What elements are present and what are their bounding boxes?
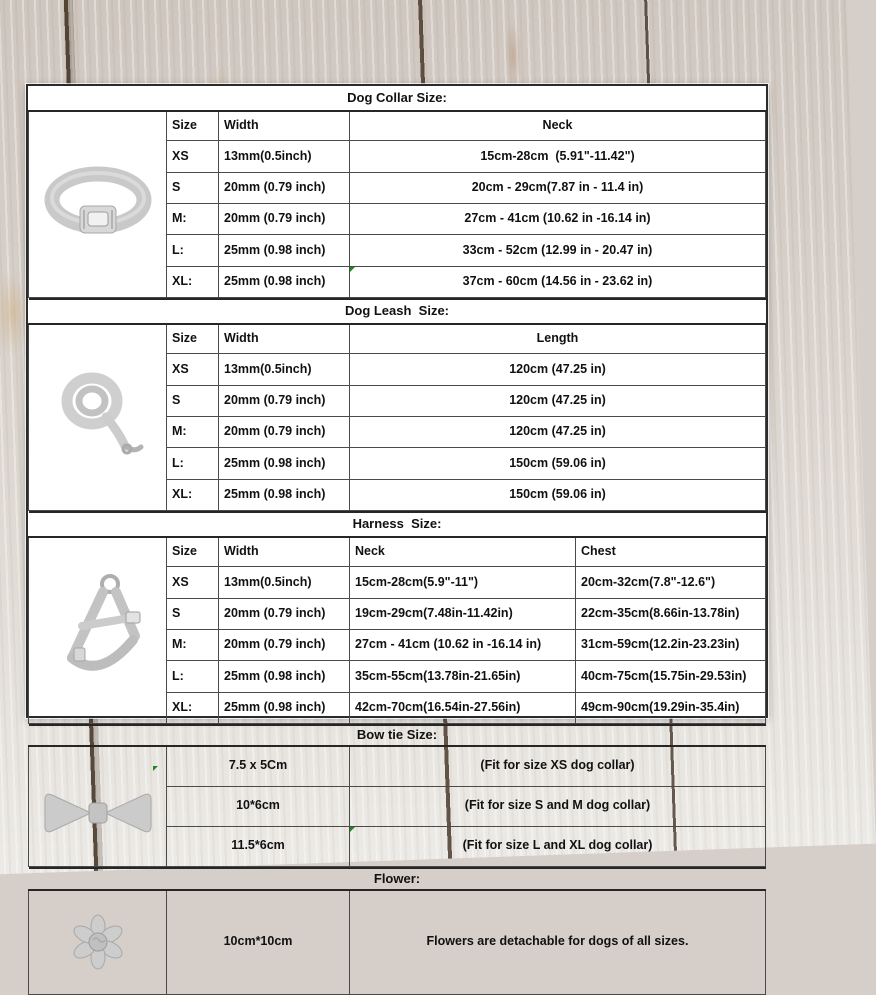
flower-desc: Flowers are detachable for dogs of all sizes. (350, 890, 766, 995)
size-chart-sheet (26, 84, 768, 949)
harness-size-l: L: (167, 661, 219, 692)
section-title-dog-leash: Dog Leash Size: (29, 299, 766, 324)
harness-neck-xs: 15cm-28cm(5.9"-11") (350, 567, 576, 598)
collar-size-xl: XL: (167, 266, 219, 297)
collar-neck-xl: 37cm - 60cm (14.56 in - 23.62 in) (350, 266, 766, 297)
collar-width-s: 20mm (0.79 inch) (219, 172, 350, 203)
harness-neck-s: 19cm-29cm(7.48in-11.42in) (350, 598, 576, 629)
flower-product-image (29, 890, 167, 995)
collar-width-m: 20mm (0.79 inch) (219, 204, 350, 235)
harness-size-xl: XL: (167, 692, 219, 723)
bow-tie-icon (38, 788, 158, 838)
harness-neck-xl: 42cm-70cm(16.54in-27.56in) (350, 692, 576, 723)
harness-header-size: Size (167, 537, 219, 567)
leash-size-m: M: (167, 417, 219, 448)
collar-header-size: Size (167, 111, 219, 141)
collar-neck-s: 20cm - 29cm(7.87 in - 11.4 in) (350, 172, 766, 203)
harness-header-neck: Neck (350, 537, 576, 567)
leash-length-l: 150cm (59.06 in) (350, 448, 766, 479)
bowtie-desc-3: (Fit for size L and XL dog collar) (350, 826, 766, 866)
harness-width-m: 20mm (0.79 inch) (219, 630, 350, 661)
harness-header-width: Width (219, 537, 350, 567)
section-title-flower: Flower: (29, 868, 766, 890)
bow-tie-size-table (28, 724, 766, 867)
harness-icon (32, 566, 164, 696)
harness-size-xs: XS (167, 567, 219, 598)
harness-chest-l: 40cm-75cm(15.75in-29.53in) (576, 661, 766, 692)
bowtie-desc-2: (Fit for size S and M dog collar) (350, 786, 766, 826)
leash-length-xs: 120cm (47.25 in) (350, 354, 766, 385)
collar-header-width: Width (219, 111, 350, 141)
leash-size-l: L: (167, 448, 219, 479)
harness-header-chest: Chest (576, 537, 766, 567)
leash-header-size: Size (167, 324, 219, 354)
flower-size-table (28, 867, 766, 995)
collar-size-s: S (167, 172, 219, 203)
leash-width-m: 20mm (0.79 inch) (219, 417, 350, 448)
collar-size-xs: XS (167, 141, 219, 172)
dog-collar-size-table (28, 86, 766, 298)
leash-width-l: 25mm (0.98 inch) (219, 448, 350, 479)
leash-header-width: Width (219, 324, 350, 354)
collar-neck-l: 33cm - 52cm (12.99 in - 20.47 in) (350, 235, 766, 266)
harness-width-s: 20mm (0.79 inch) (219, 598, 350, 629)
bowtie-dim-3: 11.5*6cm (167, 826, 350, 866)
harness-chest-xs: 20cm-32cm(7.8"-12.6") (576, 567, 766, 598)
collar-width-l: 25mm (0.98 inch) (219, 235, 350, 266)
leash-size-xl: XL: (167, 479, 219, 510)
leash-icon (32, 353, 164, 483)
harness-product-image (29, 537, 167, 724)
leash-length-s: 120cm (47.25 in) (350, 385, 766, 416)
harness-size-m: M: (167, 630, 219, 661)
collar-size-l: L: (167, 235, 219, 266)
harness-width-xs: 13mm(0.5inch) (219, 567, 350, 598)
comment-marker-icon (153, 766, 158, 771)
bowtie-dim-2: 10*6cm (167, 786, 350, 826)
bowtie-dim-1: 7.5 x 5Cm (167, 746, 350, 786)
flower-icon (68, 918, 128, 966)
harness-size-table (28, 511, 766, 724)
leash-length-m: 120cm (47.25 in) (350, 417, 766, 448)
flower-dim: 10cm*10cm (167, 890, 350, 995)
collar-neck-m: 27cm - 41cm (10.62 in -16.14 in) (350, 204, 766, 235)
leash-size-s: S (167, 385, 219, 416)
leash-width-xl: 25mm (0.98 inch) (219, 479, 350, 510)
bow-tie-product-image (29, 746, 167, 866)
collar-width-xs: 13mm(0.5inch) (219, 141, 350, 172)
leash-header-length: Length (350, 324, 766, 354)
leash-width-xs: 13mm(0.5inch) (219, 354, 350, 385)
leash-length-xl: 150cm (59.06 in) (350, 479, 766, 510)
collar-size-m: M: (167, 204, 219, 235)
harness-width-l: 25mm (0.98 inch) (219, 661, 350, 692)
collar-neck-xs: 15cm-28cm (5.91"-11.42") (350, 141, 766, 172)
harness-size-s: S (167, 598, 219, 629)
collar-product-image (29, 111, 167, 298)
section-title-harness: Harness Size: (29, 512, 766, 537)
harness-chest-m: 31cm-59cm(12.2in-23.23in) (576, 630, 766, 661)
leash-width-s: 20mm (0.79 inch) (219, 385, 350, 416)
leash-size-xs: XS (167, 354, 219, 385)
bowtie-desc-1: (Fit for size XS dog collar) (350, 746, 766, 786)
harness-chest-xl: 49cm-90cm(19.29in-35.4in) (576, 692, 766, 723)
harness-neck-m: 27cm - 41cm (10.62 in -16.14 in) (350, 630, 576, 661)
section-title-dog-collar: Dog Collar Size: (29, 86, 766, 111)
collar-header-neck: Neck (350, 111, 766, 141)
harness-width-xl: 25mm (0.98 inch) (219, 692, 350, 723)
leash-product-image (29, 324, 167, 511)
harness-chest-s: 22cm-35cm(8.66in-13.78in) (576, 598, 766, 629)
section-title-bow-tie: Bow tie Size: (29, 725, 766, 746)
collar-width-xl: 25mm (0.98 inch) (219, 266, 350, 297)
collar-icon (32, 140, 164, 270)
harness-neck-l: 35cm-55cm(13.78in-21.65in) (350, 661, 576, 692)
comment-marker-icon (350, 827, 355, 832)
dog-leash-size-table (28, 298, 766, 511)
comment-marker-icon (350, 267, 355, 272)
